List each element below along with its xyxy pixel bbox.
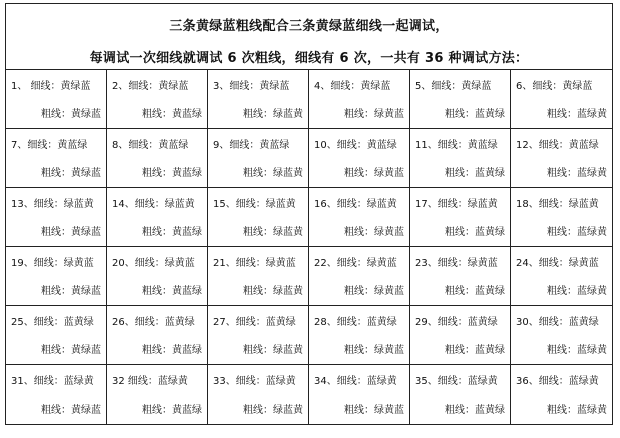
fine-line-label: 27、细线：蓝黄绿: [213, 317, 296, 328]
combination-cell: [107, 70, 208, 129]
thick-line-label: 粗线：蓝绿黄: [547, 345, 607, 356]
fine-line-label: 32 细线：蓝绿黄: [112, 376, 188, 387]
combination-cell: [208, 70, 309, 129]
combination-cell: [511, 70, 612, 129]
fine-line-label: 1、 细线：黄绿蓝: [11, 81, 91, 92]
combination-cell: [309, 188, 410, 247]
combination-cell: [410, 247, 511, 306]
combination-cell: [511, 188, 612, 247]
thick-line-label: 粗线：蓝绿黄: [547, 405, 607, 416]
fine-line-label: 29、细线：蓝黄绿: [415, 317, 498, 328]
combination-cell: [309, 306, 410, 365]
combination-cell: [511, 306, 612, 365]
combination-cell: [6, 306, 107, 365]
combination-cell: [410, 306, 511, 365]
fine-line-label: 23、细线：绿黄蓝: [415, 258, 498, 269]
fine-line-label: 9、细线：黄蓝绿: [213, 140, 290, 151]
combination-grid: [6, 70, 612, 424]
combination-cell: [6, 70, 107, 129]
table-header: [6, 4, 612, 70]
thick-line-label: 粗线：蓝绿黄: [547, 109, 607, 120]
combination-cell: [208, 188, 309, 247]
fine-line-label: 12、细线：黄蓝绿: [516, 140, 599, 151]
thick-line-label: 粗线：绿黄蓝: [344, 345, 404, 356]
thick-line-label: 粗线：蓝绿黄: [547, 286, 607, 297]
combination-cell: [6, 365, 107, 424]
fine-line-label: 18、细线：绿蓝黄: [516, 199, 599, 210]
thick-line-label: 粗线：黄蓝绿: [142, 405, 202, 416]
thick-line-label: 粗线：绿蓝黄: [243, 227, 303, 238]
combination-cell: [309, 70, 410, 129]
fine-line-label: 20、细线：绿黄蓝: [112, 258, 195, 269]
title-line-1: 三条黄绿蓝粗线配合三条黄绿蓝细线一起调试，: [169, 19, 449, 34]
fine-line-label: 28、细线：蓝黄绿: [314, 317, 397, 328]
thick-line-label: 粗线：黄绿蓝: [41, 405, 101, 416]
combination-cell: [107, 365, 208, 424]
debug-method-table: [5, 3, 613, 425]
combination-cell: [6, 129, 107, 188]
fine-line-label: 11、细线：黄蓝绿: [415, 140, 498, 151]
combination-cell: [309, 129, 410, 188]
thick-line-label: 粗线：绿黄蓝: [344, 405, 404, 416]
thick-line-label: 粗线：黄绿蓝: [41, 345, 101, 356]
fine-line-label: 4、细线：黄绿蓝: [314, 81, 391, 92]
fine-line-label: 7、细线：黄蓝绿: [11, 140, 88, 151]
combination-cell: [107, 247, 208, 306]
combination-cell: [410, 70, 511, 129]
thick-line-label: 粗线：蓝黄绿: [445, 168, 505, 179]
thick-line-label: 粗线：黄绿蓝: [41, 168, 101, 179]
thick-line-label: 粗线：绿黄蓝: [344, 109, 404, 120]
fine-line-label: 5、细线：黄绿蓝: [415, 81, 492, 92]
fine-line-label: 14、细线：绿蓝黄: [112, 199, 195, 210]
fine-line-label: 6、细线：黄绿蓝: [516, 81, 593, 92]
combination-cell: [107, 306, 208, 365]
title-line-2: 每调试一次细线就调试 6 次粗线，细线有 6 次，一共有 36 种调试方法：: [89, 51, 529, 66]
thick-line-label: 粗线：绿黄蓝: [344, 286, 404, 297]
combination-cell: [511, 247, 612, 306]
combination-cell: [107, 129, 208, 188]
fine-line-label: 25、细线：蓝黄绿: [11, 317, 94, 328]
thick-line-label: 粗线：黄蓝绿: [142, 109, 202, 120]
combination-cell: [511, 129, 612, 188]
thick-line-label: 粗线：绿黄蓝: [344, 227, 404, 238]
fine-line-label: 33、细线：蓝绿黄: [213, 376, 296, 387]
fine-line-label: 19、细线：绿黄蓝: [11, 258, 94, 269]
fine-line-label: 35、细线：蓝绿黄: [415, 376, 498, 387]
thick-line-label: 粗线：蓝绿黄: [547, 227, 607, 238]
combination-cell: [107, 188, 208, 247]
thick-line-label: 粗线：蓝黄绿: [445, 345, 505, 356]
combination-cell: [208, 365, 309, 424]
fine-line-label: 17、细线：绿蓝黄: [415, 199, 498, 210]
thick-line-label: 粗线：蓝绿黄: [547, 168, 607, 179]
fine-line-label: 13、细线：绿蓝黄: [11, 199, 94, 210]
combination-cell: [6, 247, 107, 306]
combination-cell: [410, 188, 511, 247]
fine-line-label: 30、细线：蓝黄绿: [516, 317, 599, 328]
fine-line-label: 16、细线：绿蓝黄: [314, 199, 397, 210]
thick-line-label: 粗线：绿蓝黄: [243, 109, 303, 120]
fine-line-label: 15、细线：绿蓝黄: [213, 199, 296, 210]
thick-line-label: 粗线：黄绿蓝: [41, 109, 101, 120]
thick-line-label: 粗线：蓝黄绿: [445, 286, 505, 297]
combination-cell: [410, 129, 511, 188]
combination-cell: [6, 188, 107, 247]
combination-cell: [208, 247, 309, 306]
thick-line-label: 粗线：绿蓝黄: [243, 405, 303, 416]
thick-line-label: 粗线：黄蓝绿: [142, 286, 202, 297]
fine-line-label: 24、细线：绿黄蓝: [516, 258, 599, 269]
thick-line-label: 粗线：蓝黄绿: [445, 109, 505, 120]
combination-cell: [208, 306, 309, 365]
fine-line-label: 21、细线：绿黄蓝: [213, 258, 296, 269]
combination-cell: [511, 365, 612, 424]
thick-line-label: 粗线：绿黄蓝: [344, 168, 404, 179]
combination-cell: [410, 365, 511, 424]
fine-line-label: 10、细线：黄蓝绿: [314, 140, 397, 151]
thick-line-label: 粗线：绿蓝黄: [243, 345, 303, 356]
fine-line-label: 36、细线：蓝绿黄: [516, 376, 599, 387]
combination-cell: [309, 365, 410, 424]
thick-line-label: 粗线：黄蓝绿: [142, 345, 202, 356]
combination-cell: [309, 247, 410, 306]
thick-line-label: 粗线：黄蓝绿: [142, 168, 202, 179]
thick-line-label: 粗线：黄绿蓝: [41, 286, 101, 297]
thick-line-label: 粗线：黄蓝绿: [142, 227, 202, 238]
thick-line-label: 粗线：黄绿蓝: [41, 227, 101, 238]
fine-line-label: 3、细线：黄绿蓝: [213, 81, 290, 92]
fine-line-label: 34、细线：蓝绿黄: [314, 376, 397, 387]
thick-line-label: 粗线：绿蓝黄: [243, 286, 303, 297]
thick-line-label: 粗线：绿蓝黄: [243, 168, 303, 179]
thick-line-label: 粗线：蓝黄绿: [445, 405, 505, 416]
fine-line-label: 2、细线：黄绿蓝: [112, 81, 189, 92]
fine-line-label: 26、细线：蓝黄绿: [112, 317, 195, 328]
fine-line-label: 31、细线：蓝绿黄: [11, 376, 94, 387]
thick-line-label: 粗线：蓝黄绿: [445, 227, 505, 238]
combination-cell: [208, 129, 309, 188]
fine-line-label: 8、细线：黄蓝绿: [112, 140, 189, 151]
fine-line-label: 22、细线：绿黄蓝: [314, 258, 397, 269]
